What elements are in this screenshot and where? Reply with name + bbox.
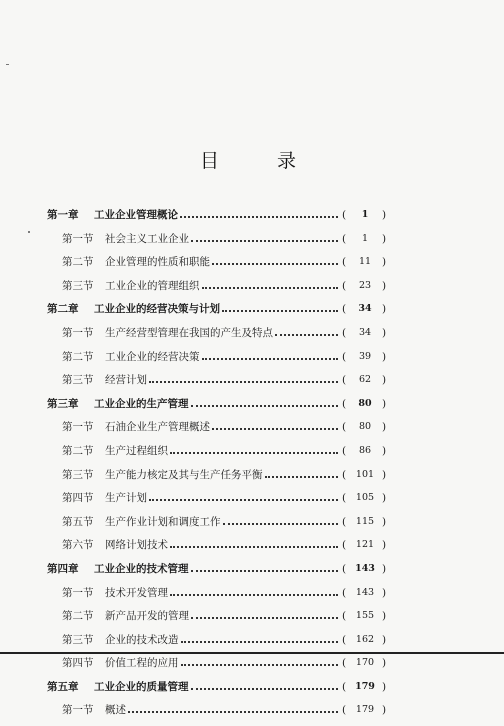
toc-chapter-row[interactable] bbox=[0, 396, 504, 420]
toc-entry-number: 第三节 bbox=[62, 279, 94, 292]
page-number-value: 155 bbox=[355, 610, 375, 622]
toc-section-row[interactable] bbox=[0, 254, 504, 278]
toc-section-row[interactable] bbox=[0, 372, 504, 396]
toc-entry-title: 企业管理的性质和职能 bbox=[105, 256, 210, 269]
toc-leader-dots bbox=[181, 661, 338, 666]
toc-entry-title: 生产能力核定及其与生产任务平衡 bbox=[105, 468, 263, 481]
right-paren: ) bbox=[382, 633, 387, 646]
toc-entry-title: 工业企业的质量管理 bbox=[94, 680, 189, 693]
toc-leader-dots bbox=[223, 520, 338, 525]
toc-section-row[interactable] bbox=[0, 325, 504, 349]
right-paren: ) bbox=[382, 492, 387, 505]
toc-entry-number: 第三章 bbox=[47, 397, 79, 410]
toc-entry-number: 第二节 bbox=[62, 444, 94, 457]
toc-entry-title: 工业企业的生产管理 bbox=[94, 397, 189, 410]
toc-entry-title: 工业企业的经营决策 bbox=[105, 350, 200, 363]
right-paren: ) bbox=[382, 326, 387, 339]
toc-leader-dots bbox=[128, 708, 338, 713]
toc-entry-title: 工业企业管理概论 bbox=[94, 209, 178, 221]
page-number-value: 62 bbox=[358, 374, 372, 386]
left-paren: ( bbox=[342, 397, 347, 410]
left-paren: ( bbox=[342, 633, 347, 646]
toc-entry-title: 价值工程的应用 bbox=[105, 657, 179, 670]
left-paren: ( bbox=[342, 539, 347, 552]
toc-leader-dots bbox=[212, 425, 338, 430]
toc-chapter-row[interactable] bbox=[0, 301, 504, 325]
right-paren: ) bbox=[382, 256, 387, 269]
toc-entry-title: 生产计划 bbox=[105, 492, 147, 505]
page-number-value: 143 bbox=[355, 586, 375, 598]
toc-leader-dots bbox=[202, 355, 338, 360]
toc-leader-dots bbox=[222, 307, 338, 312]
right-paren: ) bbox=[382, 704, 387, 717]
right-paren: ) bbox=[382, 657, 387, 670]
page-number-value: 34 bbox=[358, 303, 372, 315]
page-number-value: 80 bbox=[358, 397, 372, 409]
right-paren: ) bbox=[382, 303, 387, 316]
toc-entry-number: 第三节 bbox=[62, 468, 94, 481]
toc-section-row[interactable] bbox=[0, 655, 504, 679]
page-number-value: 162 bbox=[355, 633, 375, 645]
toc-entry-title: 生产经营型管理在我国的产生及特点 bbox=[105, 326, 273, 339]
right-paren: ) bbox=[382, 515, 387, 528]
page-number-value: 170 bbox=[355, 657, 375, 669]
right-paren: ) bbox=[382, 468, 387, 481]
toc-section-row[interactable] bbox=[0, 467, 504, 491]
toc-leader-dots bbox=[170, 591, 338, 596]
toc-entry-title: 技术开发管理 bbox=[105, 586, 168, 599]
page-number-value: 179 bbox=[355, 704, 375, 716]
toc-entry-title: 工业企业的技术管理 bbox=[94, 562, 189, 575]
left-paren: ( bbox=[342, 279, 347, 292]
toc-entry-title: 新产品开发的管理 bbox=[105, 610, 189, 623]
toc-entry-number: 第四节 bbox=[62, 492, 94, 505]
left-paren: ( bbox=[342, 586, 347, 599]
toc-leader-dots bbox=[181, 638, 338, 643]
page-number-value: 80 bbox=[358, 421, 372, 433]
toc-entry-title: 生产过程组织 bbox=[105, 444, 168, 457]
toc-entry-number: 第三节 bbox=[62, 633, 94, 646]
toc-leader-dots bbox=[212, 260, 338, 265]
toc-chapter-row[interactable] bbox=[0, 679, 504, 703]
scan-speck bbox=[6, 64, 9, 65]
left-paren: ( bbox=[342, 421, 347, 434]
toc-entry-title: 工业企业的管理组织 bbox=[105, 279, 200, 292]
toc-entry-number: 第五章 bbox=[47, 680, 79, 693]
bottom-rule bbox=[0, 652, 504, 654]
toc-leader-dots bbox=[149, 496, 338, 501]
right-paren: ) bbox=[382, 232, 387, 245]
left-paren: ( bbox=[342, 515, 347, 528]
toc-entry-title: 石油企业生产管理概述 bbox=[105, 421, 210, 434]
page-number-value: 11 bbox=[358, 256, 372, 268]
toc-entry-number: 第三节 bbox=[62, 374, 94, 387]
toc-section-row[interactable] bbox=[0, 537, 504, 561]
left-paren: ( bbox=[342, 326, 347, 339]
page-number-value: 1 bbox=[361, 209, 369, 220]
toc-section-row[interactable] bbox=[0, 514, 504, 538]
page-title: 目 录 bbox=[199, 150, 323, 172]
page-number-value: 101 bbox=[355, 468, 375, 480]
toc-entry-number: 第二节 bbox=[62, 610, 94, 623]
left-paren: ( bbox=[342, 232, 347, 245]
toc-leader-dots bbox=[170, 543, 338, 548]
left-paren: ( bbox=[342, 444, 347, 457]
left-paren: ( bbox=[342, 492, 347, 505]
left-paren: ( bbox=[342, 209, 347, 221]
right-paren: ) bbox=[382, 279, 387, 292]
page-number-value: 1 bbox=[361, 232, 369, 244]
left-paren: ( bbox=[342, 562, 347, 575]
right-paren: ) bbox=[382, 680, 387, 693]
toc-chapter-row[interactable] bbox=[0, 207, 504, 231]
page-number-value: 23 bbox=[358, 279, 372, 291]
left-paren: ( bbox=[342, 374, 347, 387]
toc-entry-title: 社会主义工业企业 bbox=[105, 232, 189, 245]
toc-entry-number: 第一节 bbox=[62, 586, 94, 599]
table-of-contents bbox=[0, 207, 504, 726]
right-paren: ) bbox=[382, 610, 387, 623]
toc-section-row[interactable] bbox=[0, 585, 504, 609]
toc-section-row[interactable] bbox=[0, 702, 504, 726]
toc-entry-number: 第四章 bbox=[47, 562, 79, 575]
toc-entry-number: 第二节 bbox=[62, 256, 94, 269]
toc-entry-title: 工业企业的经营决策与计划 bbox=[94, 303, 220, 316]
toc-section-row[interactable] bbox=[0, 608, 504, 632]
toc-entry-number: 第一节 bbox=[62, 704, 94, 717]
page-number-value: 121 bbox=[355, 539, 375, 551]
toc-leader-dots bbox=[149, 378, 338, 383]
right-paren: ) bbox=[382, 350, 387, 363]
toc-leader-dots bbox=[275, 331, 338, 336]
toc-section-row[interactable] bbox=[0, 349, 504, 373]
toc-section-row[interactable] bbox=[0, 443, 504, 467]
page-number-value: 86 bbox=[358, 444, 372, 456]
toc-entry-number: 第二节 bbox=[62, 350, 94, 363]
right-paren: ) bbox=[382, 374, 387, 387]
page-number-value: 143 bbox=[355, 562, 375, 574]
right-paren: ) bbox=[382, 444, 387, 457]
right-paren: ) bbox=[382, 562, 387, 575]
toc-entry-title: 经营计划 bbox=[105, 374, 147, 387]
toc-entry-title: 概述 bbox=[105, 704, 126, 717]
toc-leader-dots bbox=[202, 284, 338, 289]
toc-entry-number: 第四节 bbox=[62, 657, 94, 670]
left-paren: ( bbox=[342, 256, 347, 269]
toc-leader-dots bbox=[191, 237, 338, 242]
toc-entry-number: 第二章 bbox=[47, 303, 79, 316]
left-paren: ( bbox=[342, 704, 347, 717]
toc-entry-number: 第一节 bbox=[62, 232, 94, 245]
toc-section-row[interactable] bbox=[0, 419, 504, 443]
left-paren: ( bbox=[342, 468, 347, 481]
left-paren: ( bbox=[342, 680, 347, 693]
left-paren: ( bbox=[342, 303, 347, 316]
toc-section-row[interactable] bbox=[0, 231, 504, 255]
toc-leader-dots bbox=[191, 614, 338, 619]
toc-section-row[interactable] bbox=[0, 490, 504, 514]
left-paren: ( bbox=[342, 610, 347, 623]
toc-entry-title: 企业的技术改造 bbox=[105, 633, 179, 646]
page-number-value: 115 bbox=[355, 515, 375, 527]
toc-leader-dots bbox=[180, 213, 338, 218]
toc-chapter-row[interactable] bbox=[0, 561, 504, 585]
toc-entry-number: 第五节 bbox=[62, 515, 94, 528]
toc-section-row[interactable] bbox=[0, 278, 504, 302]
page-number-value: 39 bbox=[358, 350, 372, 362]
left-paren: ( bbox=[342, 350, 347, 363]
toc-entry-title: 生产作业计划和调度工作 bbox=[105, 515, 221, 528]
toc-leader-dots bbox=[170, 449, 338, 454]
toc-leader-dots bbox=[191, 685, 338, 690]
toc-entry-number: 第一节 bbox=[62, 421, 94, 434]
toc-entry-number: 第一章 bbox=[47, 209, 79, 221]
page-number-value: 34 bbox=[358, 326, 372, 338]
right-paren: ) bbox=[382, 586, 387, 599]
toc-leader-dots bbox=[265, 473, 338, 478]
right-paren: ) bbox=[382, 397, 387, 410]
page-number-value: 179 bbox=[355, 680, 375, 692]
toc-entry-title: 网络计划技术 bbox=[105, 539, 168, 552]
toc-leader-dots bbox=[191, 567, 338, 572]
toc-leader-dots bbox=[191, 402, 338, 407]
right-paren: ) bbox=[382, 421, 387, 434]
left-paren: ( bbox=[342, 657, 347, 670]
toc-entry-number: 第一节 bbox=[62, 326, 94, 339]
toc-entry-number: 第六节 bbox=[62, 539, 94, 552]
right-paren: ) bbox=[382, 539, 387, 552]
page-number-value: 105 bbox=[355, 492, 375, 504]
right-paren: ) bbox=[382, 209, 387, 221]
